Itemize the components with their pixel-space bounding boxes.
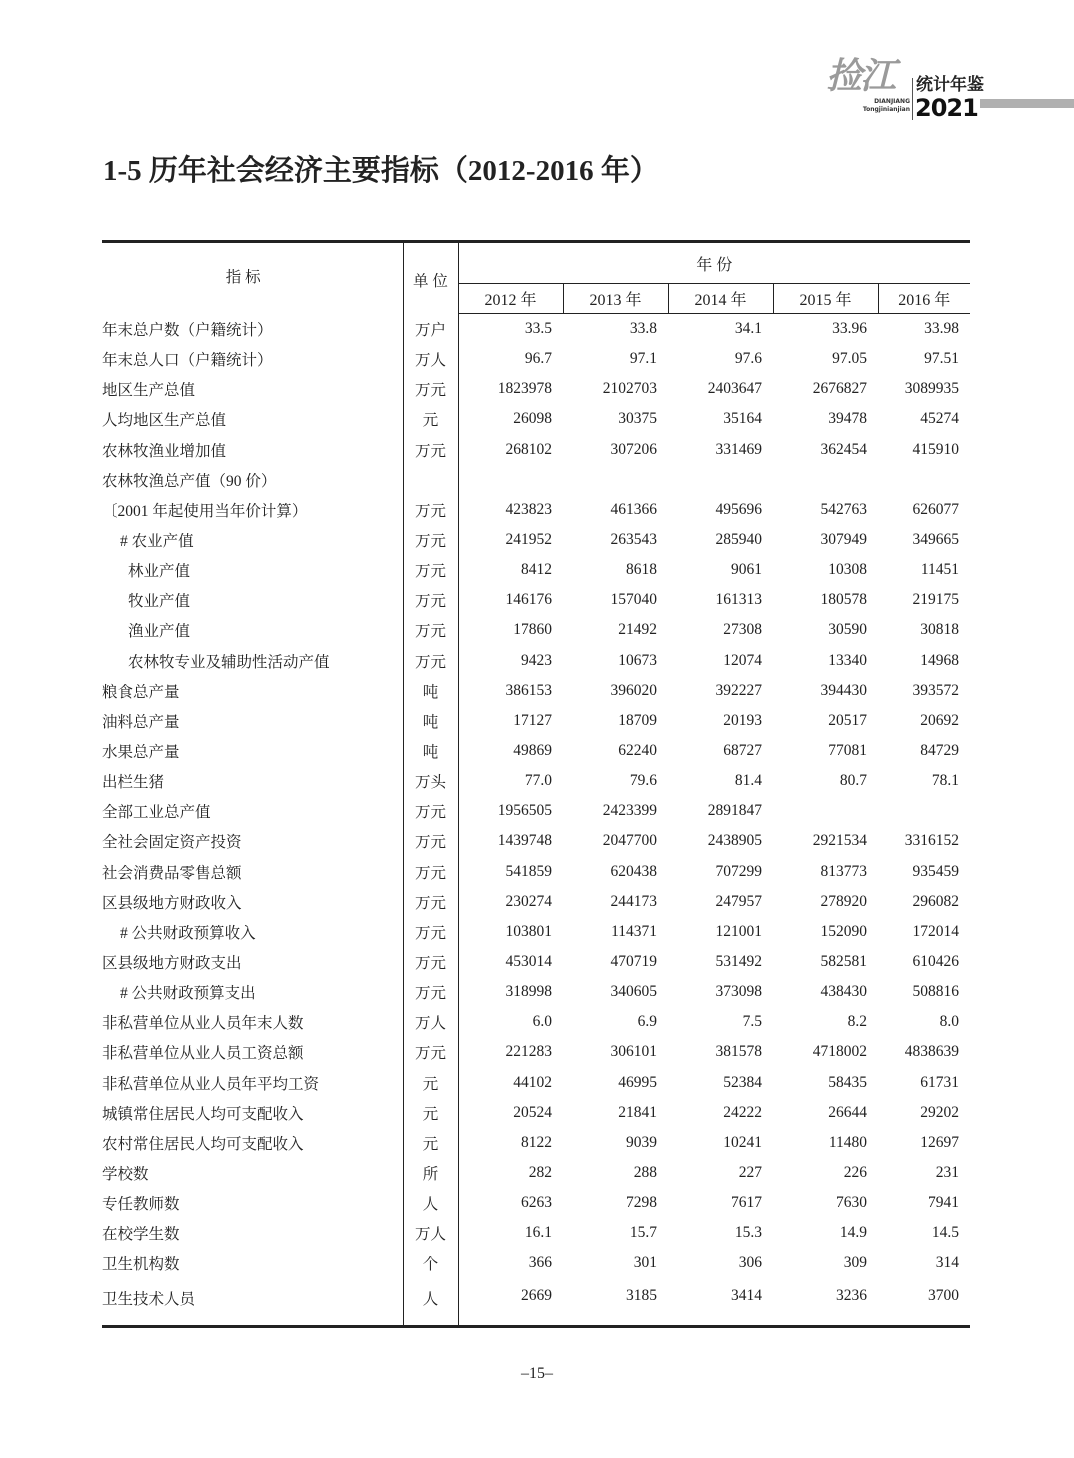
row-value (458, 465, 563, 495)
logo-year: 2021 (915, 94, 978, 122)
table-row (102, 314, 970, 345)
row-value: 58435 (828, 1073, 867, 1091)
row-unit: 万元 (403, 887, 458, 917)
table-row (102, 796, 970, 826)
row-label: 非私营单位从业人员工资总额 (102, 1045, 304, 1063)
row-value: 1956505 (497, 802, 552, 820)
row-value: 3185 (563, 1279, 668, 1327)
row-label: 年末总户数（户籍统计） (102, 321, 273, 339)
row-value: 306101 (610, 1043, 657, 1061)
row-value: 33.96 (832, 320, 867, 338)
row-value: 33.8 (629, 320, 657, 338)
row-value: 386153 (505, 681, 552, 699)
row-value: 20524 (513, 1103, 552, 1121)
row-unit: 万元 (403, 646, 458, 676)
row-value: 4718002 (812, 1043, 867, 1061)
row-value: 393572 (912, 681, 959, 699)
row-value: 309 (843, 1254, 867, 1272)
logo-cn-text: 统计年鉴 (916, 75, 984, 95)
row-unit: 吨 (403, 736, 458, 766)
row-value: 2676827 (812, 380, 867, 398)
row-value: 180578 (820, 591, 867, 609)
header-year: 2014 年 (668, 284, 773, 314)
table-row (102, 1279, 970, 1327)
row-value: 78.1 (931, 772, 959, 790)
row-unit: 万元 (403, 585, 458, 615)
header-year: 2012 年 (458, 284, 563, 314)
row-value: 307949 (820, 531, 867, 549)
row-value: 30590 (828, 621, 867, 639)
row-value: 285940 (715, 531, 762, 549)
row-value: 282 (528, 1164, 552, 1181)
row-label: 专任教师数 (102, 1196, 180, 1214)
row-value: 438430 (820, 983, 867, 1001)
row-label: 水果总产量 (102, 744, 180, 762)
row-value: 1823978 (497, 380, 552, 398)
row-value: 103801 (505, 922, 552, 940)
table-row (102, 826, 970, 856)
row-value: 27308 (723, 621, 762, 639)
yearbook-logo (826, 55, 986, 122)
row-value: 11480 (828, 1133, 867, 1151)
row-value: 241952 (505, 531, 552, 549)
row-label: 非私营单位从业人员年末人数 (102, 1015, 304, 1033)
header-year: 2016 年 (878, 284, 970, 314)
row-value: 263543 (610, 531, 657, 549)
row-value: 80.7 (839, 772, 867, 790)
row-label: # 公共财政预算支出 (120, 985, 256, 1003)
row-unit: 万元 (403, 826, 458, 856)
row-value: 531492 (715, 953, 762, 971)
row-value: 49869 (513, 742, 552, 760)
row-label: # 公共财政预算收入 (120, 924, 256, 942)
row-value: 77081 (828, 742, 867, 760)
row-value: 8122 (521, 1133, 552, 1151)
row-value: 46995 (618, 1073, 657, 1091)
row-value: 219175 (912, 591, 959, 609)
table-row (102, 646, 970, 676)
header-year-group: 年 份 (458, 242, 970, 284)
row-value: 610426 (912, 953, 959, 971)
row-label: 非私营单位从业人员年平均工资 (102, 1075, 320, 1093)
row-value: 81.4 (734, 772, 762, 790)
row-unit: 万人 (403, 1007, 458, 1037)
table-row (102, 435, 970, 465)
row-value: 508816 (912, 983, 959, 1001)
row-value: 26098 (513, 410, 552, 428)
row-value: 13340 (828, 651, 867, 669)
row-value: 495696 (715, 500, 762, 518)
row-label: 社会消费品零售总额 (102, 864, 242, 882)
page-title: 1-5 历年社会经济主要指标（2012-2016 年） (103, 155, 659, 187)
row-value: 20193 (723, 711, 762, 729)
row-label: 年末总人口（户籍统计） (102, 352, 273, 370)
row-value: 44102 (513, 1073, 552, 1091)
table-row (102, 917, 970, 947)
row-value: 620438 (610, 862, 657, 880)
row-label: 区县级地方财政收入 (102, 894, 242, 912)
row-value: 301 (633, 1254, 657, 1272)
row-value: 813773 (820, 862, 867, 880)
row-label: 地区生产总值 (102, 382, 196, 400)
row-value: 21492 (618, 621, 657, 639)
row-unit: 万元 (403, 1037, 458, 1067)
row-value: 2438905 (707, 832, 762, 850)
row-value: 331469 (715, 440, 762, 458)
row-value: 68727 (723, 742, 762, 760)
row-unit: 万人 (403, 1218, 458, 1248)
row-value: 626077 (912, 500, 959, 518)
row-value: 161313 (715, 591, 762, 609)
row-label: 卫生技术人员 (102, 1279, 403, 1327)
row-value: 97.1 (629, 350, 657, 368)
row-unit: 万元 (403, 525, 458, 555)
row-value: 2423399 (602, 802, 657, 820)
table-row (102, 344, 970, 374)
row-value: 7941 (928, 1194, 959, 1212)
row-value: 3089935 (904, 380, 959, 398)
row-value: 296082 (912, 892, 959, 910)
row-value: 12697 (920, 1133, 959, 1151)
row-unit: 万元 (403, 435, 458, 465)
row-value (563, 465, 668, 495)
row-label: 城镇常住居民人均可支配收入 (102, 1105, 304, 1123)
table-row (102, 706, 970, 736)
row-value: 96.7 (524, 350, 552, 368)
row-value: 15.3 (734, 1224, 762, 1242)
row-value: 29202 (920, 1103, 959, 1121)
table-row (102, 1248, 970, 1278)
row-value: 21841 (618, 1103, 657, 1121)
row-value: 84729 (920, 742, 959, 760)
row-value (773, 465, 878, 495)
row-unit: 万元 (403, 374, 458, 404)
row-unit: 万头 (403, 766, 458, 796)
row-value: 366 (528, 1254, 552, 1272)
row-value: 79.6 (629, 772, 657, 790)
row-value: 415910 (912, 440, 959, 458)
row-value: 14.9 (839, 1224, 867, 1242)
row-unit: 人 (403, 1279, 458, 1327)
table-row (102, 887, 970, 917)
row-unit: 万元 (403, 947, 458, 977)
row-value: 6263 (521, 1194, 552, 1212)
row-label: 人均地区生产总值 (102, 412, 227, 430)
table-row (102, 766, 970, 796)
row-value: 935459 (912, 862, 959, 880)
row-value: 6.9 (637, 1013, 657, 1031)
row-value: 278920 (820, 892, 867, 910)
logo-en-line2: Tongjinianjian (862, 106, 910, 113)
row-value: 3700 (878, 1279, 970, 1327)
row-value: 2891847 (707, 802, 762, 820)
table-row (102, 1218, 970, 1248)
table-row (102, 495, 970, 525)
row-unit: 万人 (403, 344, 458, 374)
row-value: 52384 (723, 1073, 762, 1091)
row-value: 3414 (668, 1279, 773, 1327)
row-label: 在校学生数 (102, 1226, 180, 1244)
row-value (878, 465, 970, 495)
row-label: 林业产值 (128, 563, 191, 581)
logo-divider (912, 78, 913, 120)
row-value: 157040 (610, 591, 657, 609)
row-value: 39478 (828, 410, 867, 428)
row-value: 2669 (458, 1279, 563, 1327)
row-label: 区县级地方财政支出 (102, 955, 242, 973)
row-value: 306 (738, 1254, 762, 1272)
row-value: 2403647 (707, 380, 762, 398)
row-value: 461366 (610, 500, 657, 518)
row-value: 2047700 (602, 832, 657, 850)
table-row (102, 1068, 970, 1098)
row-value: 582581 (820, 953, 867, 971)
row-value: 423823 (505, 500, 552, 518)
row-value: 7298 (626, 1194, 657, 1212)
row-unit: 元 (403, 1128, 458, 1158)
row-value: 221283 (505, 1043, 552, 1061)
row-value: 6.0 (532, 1013, 552, 1031)
row-value: 9039 (626, 1133, 657, 1151)
row-value: 62240 (618, 742, 657, 760)
row-label: 〔2001 年起使用当年价计算） (102, 502, 308, 520)
row-value: 2102703 (602, 380, 657, 398)
row-unit: 万户 (403, 314, 458, 345)
row-value: 146176 (505, 591, 552, 609)
row-value: 318998 (505, 983, 552, 1001)
row-value: 12074 (723, 651, 762, 669)
row-value: 15.7 (629, 1224, 657, 1242)
row-value: 9061 (731, 561, 762, 579)
row-unit: 万元 (403, 796, 458, 826)
table-row (102, 1037, 970, 1067)
row-value: 362454 (820, 440, 867, 458)
row-label: 农林牧渔总产值（90 价） (102, 472, 277, 490)
logo-calligraphy: 捡江 (826, 55, 895, 97)
row-label: 全部工业总产值 (102, 804, 211, 822)
row-label: 牧业产值 (128, 593, 191, 611)
row-value: 10308 (828, 561, 867, 579)
table-row (102, 977, 970, 1007)
row-label: 渔业产值 (128, 623, 191, 641)
row-value: 373098 (715, 983, 762, 1001)
row-value: 97.6 (734, 350, 762, 368)
row-value: 8618 (626, 561, 657, 579)
row-value: 349665 (912, 531, 959, 549)
row-value: 314 (935, 1254, 959, 1272)
row-label: 农林牧渔业增加值 (102, 442, 227, 460)
row-value: 121001 (715, 922, 762, 940)
row-value: 20517 (828, 711, 867, 729)
row-value: 396020 (610, 681, 657, 699)
row-label: 卫生机构数 (102, 1256, 180, 1274)
table-row (102, 615, 970, 645)
header-year: 2015 年 (773, 284, 878, 314)
row-value: 30818 (920, 621, 959, 639)
row-unit: 万元 (403, 615, 458, 645)
row-value: 288 (633, 1164, 657, 1181)
row-label: 出栏生猪 (102, 774, 165, 792)
row-unit: 万元 (403, 495, 458, 525)
row-value: 7630 (836, 1194, 867, 1212)
row-value: 226 (843, 1164, 867, 1181)
row-value: 16.1 (524, 1224, 552, 1242)
table-row (102, 947, 970, 977)
row-value: 307206 (610, 440, 657, 458)
header-bar (980, 99, 1074, 108)
row-value: 230274 (505, 892, 552, 910)
row-unit (403, 465, 458, 495)
row-unit: 万元 (403, 977, 458, 1007)
table-row (102, 736, 970, 766)
row-value: 34.1 (734, 320, 762, 338)
header-indicator: 指 标 (102, 242, 403, 314)
indicators-table (102, 240, 970, 1328)
row-unit: 万元 (403, 555, 458, 585)
row-value: 541859 (505, 862, 552, 880)
logo-en-line1: DIANJIANG (874, 98, 910, 105)
table-row (102, 1007, 970, 1037)
row-value: 7.5 (742, 1013, 762, 1031)
row-value: 17127 (513, 711, 552, 729)
row-value: 4838639 (904, 1043, 959, 1061)
row-value: 114371 (611, 922, 657, 940)
row-label: 农林牧专业及辅助性活动产值 (128, 653, 330, 671)
row-value: 3236 (773, 1279, 878, 1327)
row-value: 2921534 (812, 832, 867, 850)
row-unit: 所 (403, 1158, 458, 1188)
table-row (102, 1188, 970, 1218)
table-row (102, 1098, 970, 1128)
row-value: 172014 (912, 922, 959, 940)
row-value (773, 796, 878, 826)
row-value: 227 (738, 1164, 762, 1181)
row-value: 14968 (920, 651, 959, 669)
row-value: 11451 (920, 561, 959, 579)
row-value: 394430 (820, 681, 867, 699)
row-label: 学校数 (102, 1166, 149, 1183)
row-value: 392227 (715, 681, 762, 699)
row-value: 244173 (610, 892, 657, 910)
table-row (102, 1158, 970, 1188)
row-value: 61731 (920, 1073, 959, 1091)
table-row (102, 585, 970, 615)
row-value: 9423 (521, 651, 552, 669)
row-value: 453014 (505, 953, 552, 971)
table-row (102, 374, 970, 404)
table-row (102, 525, 970, 555)
row-unit: 万元 (403, 857, 458, 887)
row-label: 农村常住居民人均可支配收入 (102, 1135, 304, 1153)
row-value: 20692 (920, 711, 959, 729)
row-value: 35164 (723, 410, 762, 428)
table-row (102, 676, 970, 706)
row-value: 14.5 (931, 1224, 959, 1242)
row-value: 247957 (715, 892, 762, 910)
row-value: 8.2 (847, 1013, 867, 1031)
table-row (102, 555, 970, 585)
header-unit: 单 位 (403, 242, 458, 314)
row-unit: 万元 (403, 917, 458, 947)
row-label: 粮食总产量 (102, 683, 180, 701)
row-value: 268102 (505, 440, 552, 458)
row-value: 77.0 (524, 772, 552, 790)
row-value: 381578 (715, 1043, 762, 1061)
row-unit: 吨 (403, 706, 458, 736)
row-value: 10673 (618, 651, 657, 669)
table-row (102, 465, 970, 495)
row-unit: 元 (403, 404, 458, 434)
row-value: 33.98 (924, 320, 959, 338)
row-value: 10241 (723, 1133, 762, 1151)
row-value: 45274 (920, 410, 959, 428)
row-value: 470719 (610, 953, 657, 971)
row-value: 340605 (610, 983, 657, 1001)
row-value: 97.51 (924, 350, 959, 368)
table-row (102, 404, 970, 434)
header-year: 2013 年 (563, 284, 668, 314)
row-label: 全社会固定资产投资 (102, 834, 242, 852)
row-value (668, 465, 773, 495)
row-value: 24222 (723, 1103, 762, 1121)
row-value: 8.0 (939, 1013, 959, 1031)
table-row (102, 1128, 970, 1158)
table-row (102, 857, 970, 887)
row-value: 707299 (715, 862, 762, 880)
row-value: 7617 (731, 1194, 762, 1212)
row-value: 17860 (513, 621, 552, 639)
row-label: # 农业产值 (120, 533, 194, 551)
row-value: 33.5 (524, 320, 552, 338)
row-unit: 元 (403, 1068, 458, 1098)
row-value: 231 (935, 1164, 959, 1181)
row-value: 30375 (618, 410, 657, 428)
row-value: 542763 (820, 500, 867, 518)
row-value: 1439748 (497, 832, 552, 850)
row-unit: 人 (403, 1188, 458, 1218)
row-value: 26644 (828, 1103, 867, 1121)
row-value: 152090 (820, 922, 867, 940)
row-value: 18709 (618, 711, 657, 729)
row-value (878, 796, 970, 826)
row-value: 3316152 (904, 832, 959, 850)
row-value: 97.05 (832, 350, 867, 368)
row-value: 8412 (521, 561, 552, 579)
row-label: 油料总产量 (102, 713, 180, 731)
row-unit: 吨 (403, 676, 458, 706)
row-unit: 个 (403, 1248, 458, 1278)
page-number: –15– (521, 1365, 553, 1382)
row-unit: 元 (403, 1098, 458, 1128)
